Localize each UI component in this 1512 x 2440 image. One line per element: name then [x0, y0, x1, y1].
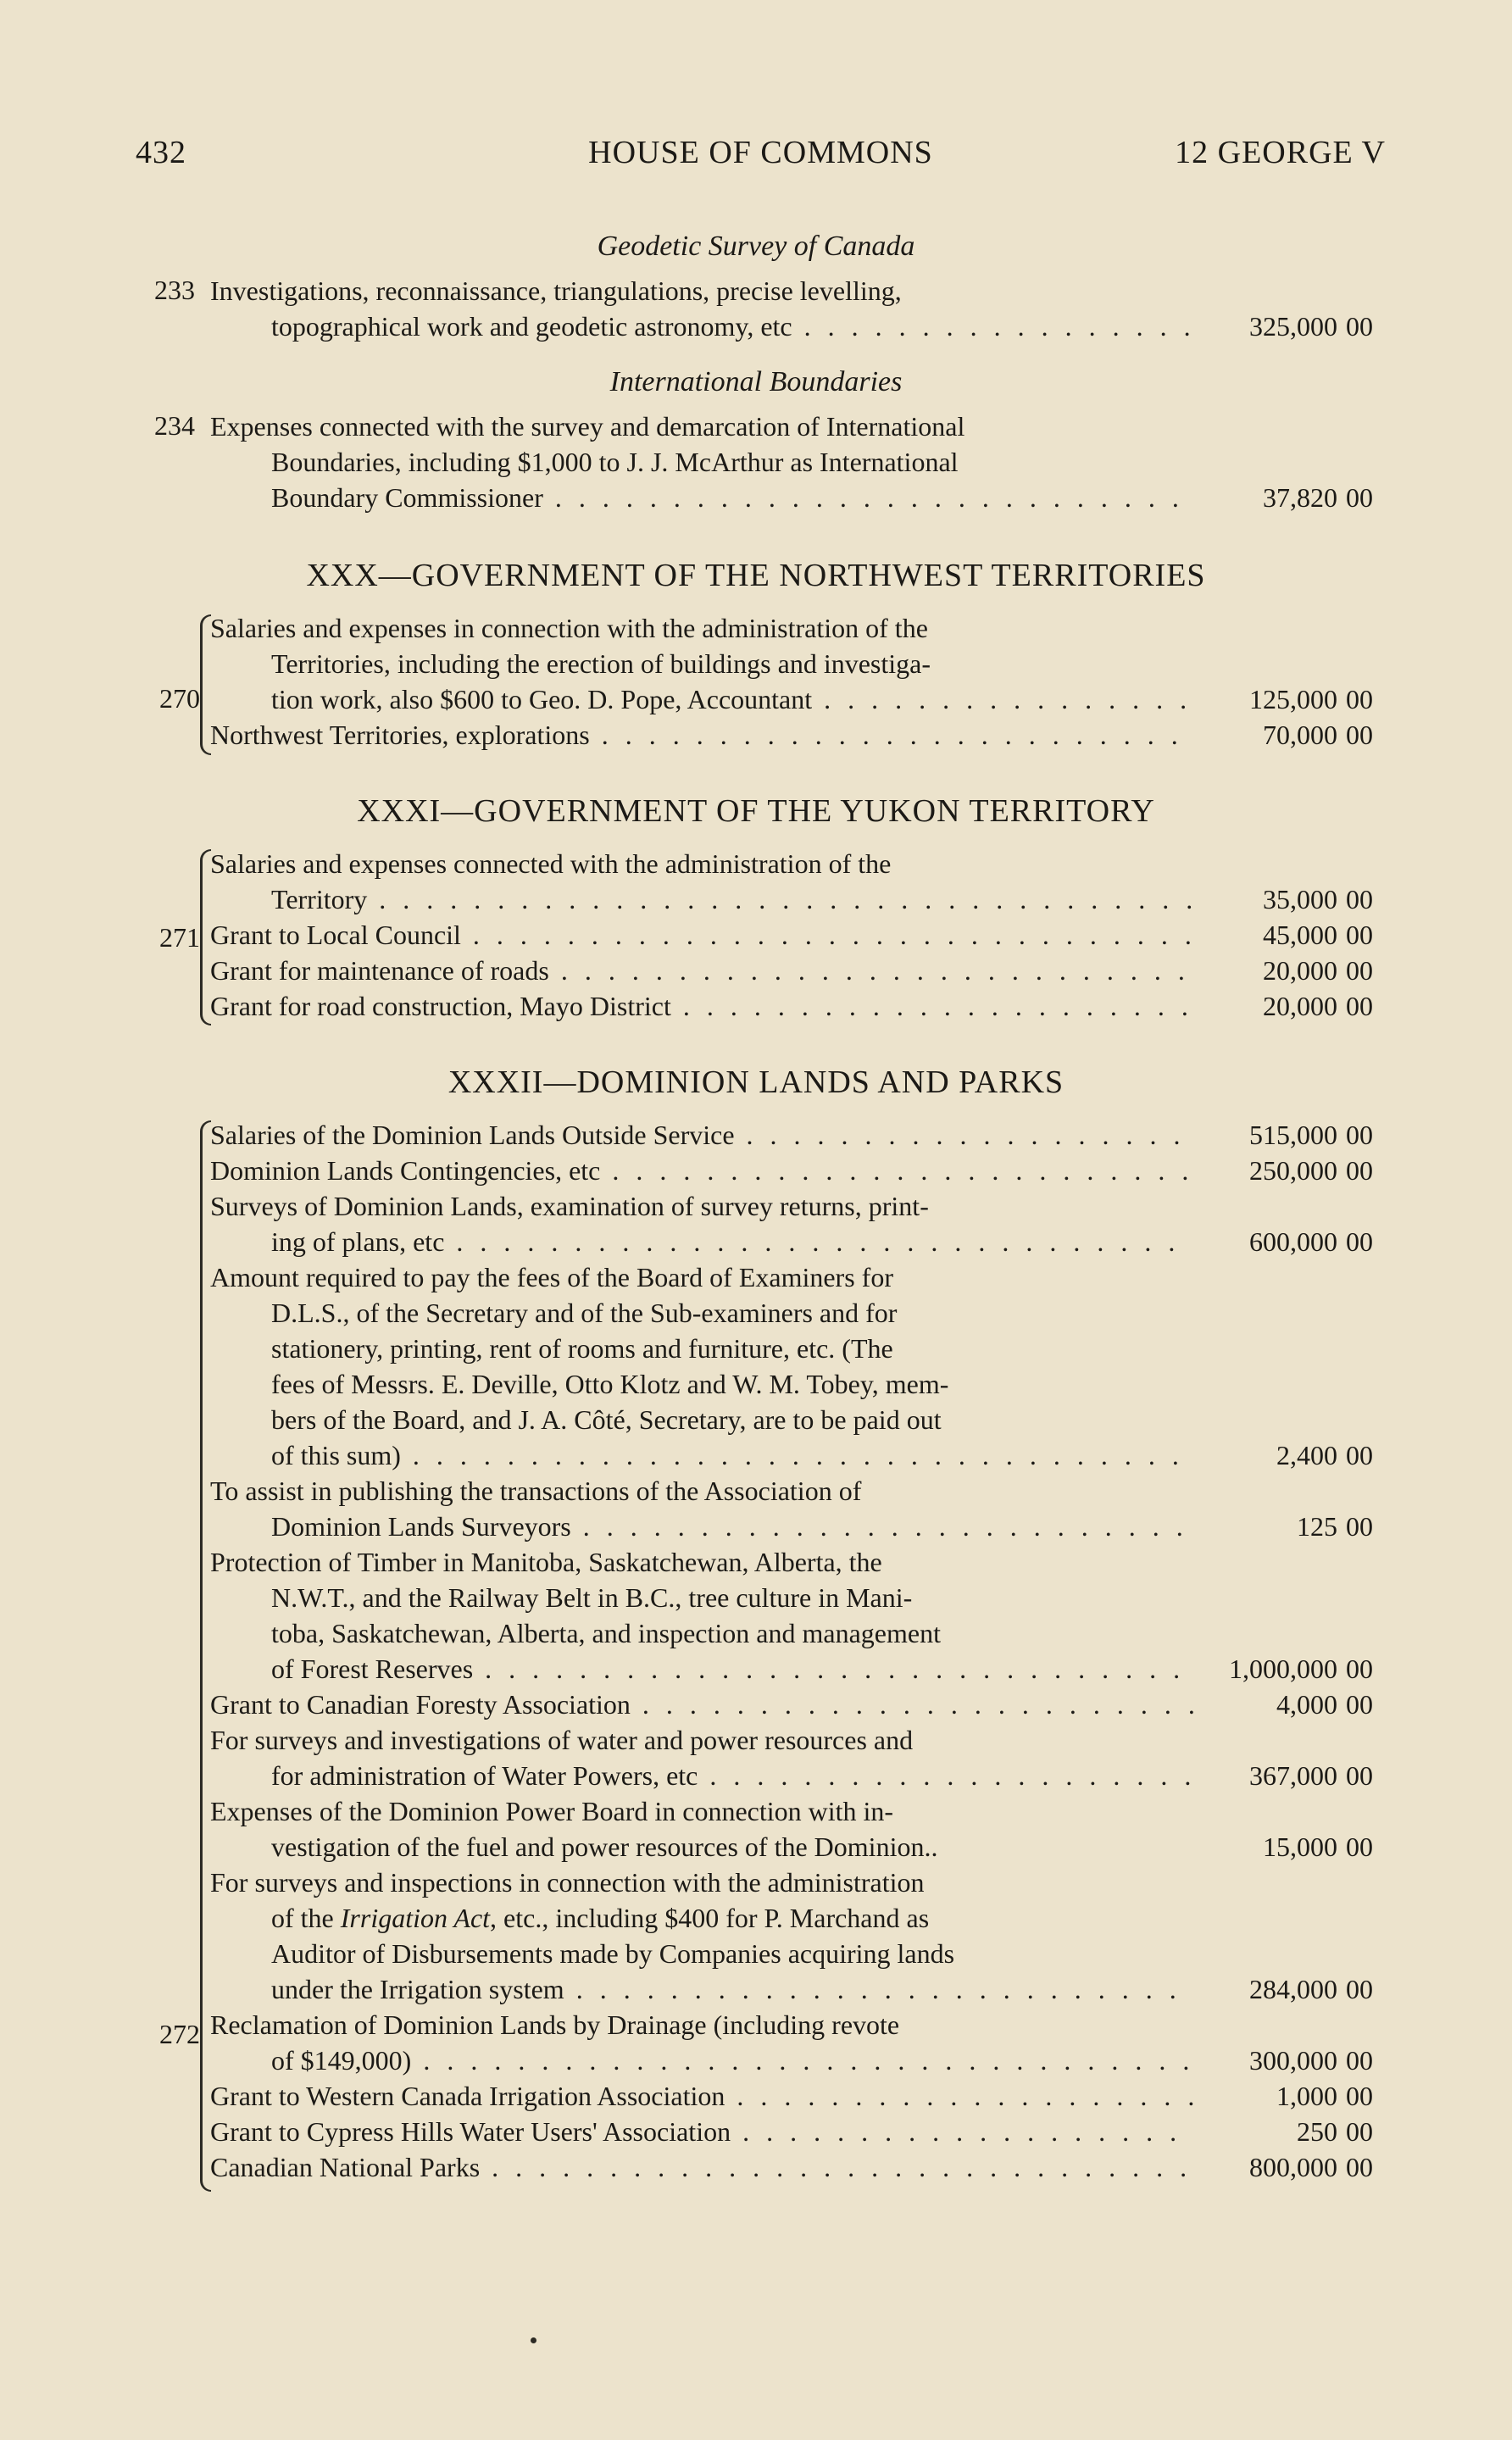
- item-line: Investigations, reconnaissance, triangulations, precise levelling,: [210, 275, 902, 306]
- item-line: [210, 1900, 1193, 1936]
- item-line: vestigation of the fuel and power resources of the Dominion..: [271, 1831, 938, 1862]
- item-line: ing of plans, etc . . .: [210, 1224, 1193, 1259]
- amount-cents: 00: [1346, 1760, 1373, 1791]
- item-line: of $149,000) . . .: [210, 2043, 1193, 2078]
- item-line: Dominion Lands Surveyors . . .: [210, 1509, 1193, 1544]
- item-line: Expenses connected with the survey and demarcation of International: [210, 411, 965, 442]
- amount-dollars: 515,000: [1249, 1120, 1337, 1150]
- page-title: HOUSE OF COMMONS: [588, 135, 933, 170]
- item-line: topographical work and geodetic astronomy, etc . . .: [210, 308, 1193, 344]
- vote-number: 272: [159, 2019, 200, 2049]
- amount-dollars: 70,000: [1263, 720, 1337, 750]
- subsection-title-geodetic: Geodetic Survey of Canada: [597, 231, 915, 262]
- estimate-item-list: [210, 1117, 1193, 2185]
- section-heading-yukon: XXXI—GOVERNMENT OF THE YUKON TERRITORY: [357, 793, 1155, 829]
- item-line: Boundary Commissioner . . .: [210, 480, 1193, 515]
- item-line: Grant to Local Council . . .: [210, 917, 1193, 953]
- estimate-item: [210, 846, 1193, 1024]
- item-line: Grant to Western Canada Irrigation Association . . .: [210, 2078, 1193, 2114]
- amount-cents: 00: [1346, 884, 1373, 914]
- item-line: Expenses of the Dominion Power Board in connection with in-: [210, 1796, 894, 1826]
- item-line: Protection of Timber in Manitoba, Saskatchewan, Alberta, the: [210, 1547, 882, 1577]
- vote-number: 234: [154, 410, 195, 441]
- amount-dollars: 125,000: [1249, 684, 1337, 714]
- item-line: Salaries of the Dominion Lands Outside Service . . .: [210, 1117, 1193, 1153]
- item-line: Grant for maintenance of roads . . .: [210, 953, 1193, 988]
- item-line: Grant for road construction, Mayo District . . .: [210, 988, 1193, 1024]
- item-line: under the Irrigation system . . .: [210, 1971, 1193, 2007]
- amount-cents: 00: [1346, 720, 1373, 750]
- amount-cents: 00: [1346, 1155, 1373, 1186]
- amount-dollars: 600,000: [1249, 1226, 1337, 1257]
- amount-cents: 00: [1346, 1511, 1373, 1542]
- estimate-item: [210, 273, 1193, 344]
- page-number: 432: [136, 135, 186, 170]
- amount-dollars: 250,000: [1249, 1155, 1337, 1186]
- amount-cents: 00: [1346, 991, 1373, 1021]
- item-line: Canadian National Parks . . .: [210, 2149, 1193, 2185]
- amount-dollars: 45,000: [1263, 920, 1337, 950]
- item-line: tion work, also $600 to Geo. D. Pope, Accountant . . .: [210, 681, 1193, 717]
- amount-dollars: 367,000: [1249, 1760, 1337, 1791]
- item-line: fees of Messrs. E. Deville, Otto Klotz and W. M. Tobey, mem-: [271, 1369, 949, 1399]
- amount-dollars: 20,000: [1263, 955, 1337, 986]
- item-line: Reclamation of Dominion Lands by Drainage (including revote: [210, 2009, 900, 2040]
- amount-cents: 00: [1346, 2081, 1373, 2111]
- amount-cents: 00: [1346, 1831, 1373, 1862]
- amount-dollars: 1,000: [1276, 2081, 1337, 2111]
- estimate-item: [210, 610, 1193, 753]
- amount-cents: 00: [1346, 2045, 1373, 2076]
- amount-cents: 00: [1346, 1974, 1373, 2004]
- item-line: Salaries and expenses in connection with the administration of the: [210, 613, 928, 643]
- item-line: N.W.T., and the Railway Belt in B.C., tree culture in Mani-: [271, 1582, 913, 1613]
- amount-dollars: 37,820: [1263, 482, 1337, 513]
- item-line: Salaries and expenses connected with the administration of the: [210, 848, 892, 879]
- amount-dollars: 4,000: [1276, 1689, 1337, 1720]
- vote-number: 271: [159, 922, 200, 953]
- amount-dollars: 800,000: [1249, 2152, 1337, 2182]
- item-line: toba, Saskatchewan, Alberta, and inspection and management: [271, 1618, 941, 1648]
- amount-cents: 00: [1346, 1689, 1373, 1720]
- item-line: Grant to Cypress Hills Water Users' Association . . .: [210, 2114, 1193, 2149]
- vote-number: 270: [159, 683, 200, 714]
- item-line: Amount required to pay the fees of the Board of Examiners for: [210, 1262, 893, 1292]
- item-line: Territories, including the erection of buildings and investiga-: [271, 648, 931, 679]
- amount-dollars: 125: [1297, 1511, 1337, 1542]
- regnal-year: 12 GEORGE V: [1175, 135, 1386, 170]
- item-line: For surveys and inspections in connection with the administration: [210, 1867, 925, 1898]
- amount-cents: 00: [1346, 482, 1373, 513]
- subsection-title-international: International Boundaries: [609, 366, 903, 397]
- section-heading-dominion: XXXII—DOMINION LANDS AND PARKS: [447, 1064, 1065, 1100]
- irrigation-line-before: of the: [271, 1903, 341, 1933]
- irrigation-act-title: Irrigation Act: [340, 1903, 491, 1933]
- amount-dollars: 1,000,000: [1229, 1654, 1337, 1684]
- item-line: For surveys and investigations of water and power resources and: [210, 1725, 914, 1755]
- amount-dollars: 300,000: [1249, 2045, 1337, 2076]
- item-line: stationery, printing, rent of rooms and furniture, etc. (The: [271, 1333, 893, 1364]
- amount-dollars: 15,000: [1263, 1831, 1337, 1862]
- amount-cents: 00: [1346, 955, 1373, 986]
- item-line: Dominion Lands Contingencies, etc . . .: [210, 1153, 1193, 1188]
- amount-cents: 00: [1346, 1654, 1373, 1684]
- amount-cents: 00: [1346, 1226, 1373, 1257]
- amount-dollars: 325,000: [1249, 311, 1337, 342]
- item-line: Surveys of Dominion Lands, examination of survey returns, print-: [210, 1191, 929, 1221]
- item-line: Auditor of Disbursements made by Companies acquiring lands: [271, 1938, 955, 1969]
- amount-cents: 00: [1346, 2152, 1373, 2182]
- amount-dollars: 284,000: [1249, 1974, 1337, 2004]
- item-line: for administration of Water Powers, etc . . .: [210, 1758, 1193, 1793]
- amount-dollars: 20,000: [1263, 991, 1337, 1021]
- vote-number: 233: [154, 275, 195, 305]
- item-line: of this sum) . . .: [210, 1437, 1193, 1473]
- amount-dollars: 35,000: [1263, 884, 1337, 914]
- irrigation-line-after: , etc., including $400 for P. Marchand as: [490, 1903, 930, 1933]
- amount-dollars: 2,400: [1276, 1440, 1337, 1470]
- item-line: Grant to Canadian Foresty Association . . .: [210, 1687, 1193, 1722]
- estimate-item: [210, 409, 1193, 515]
- item-line: of Forest Reserves . . .: [210, 1651, 1193, 1687]
- item-line: D.L.S., of the Secretary and of the Sub-examiners and for: [271, 1298, 898, 1328]
- amount-cents: 00: [1346, 920, 1373, 950]
- amount-dollars: 250: [1297, 2116, 1337, 2147]
- section-heading-northwest: XXX—GOVERNMENT OF THE NORTHWEST TERRITORIES: [306, 558, 1206, 593]
- amount-cents: 00: [1346, 1440, 1373, 1470]
- item-line: To assist in publishing the transactions of the Association of: [210, 1476, 862, 1506]
- item-line: Boundaries, including $1,000 to J. J. McArthur as International: [271, 447, 959, 477]
- amount-cents: 00: [1346, 2116, 1373, 2147]
- item-line: bers of the Board, and J. A. Côté, Secretary, are to be paid out: [271, 1404, 942, 1435]
- amount-cents: 00: [1346, 311, 1373, 342]
- amount-cents: 00: [1346, 684, 1373, 714]
- ink-speck: [531, 2337, 536, 2343]
- item-line: Territory . . .: [210, 881, 1193, 917]
- item-line: Northwest Territories, explorations . . .: [210, 717, 1193, 753]
- amount-cents: 00: [1346, 1120, 1373, 1150]
